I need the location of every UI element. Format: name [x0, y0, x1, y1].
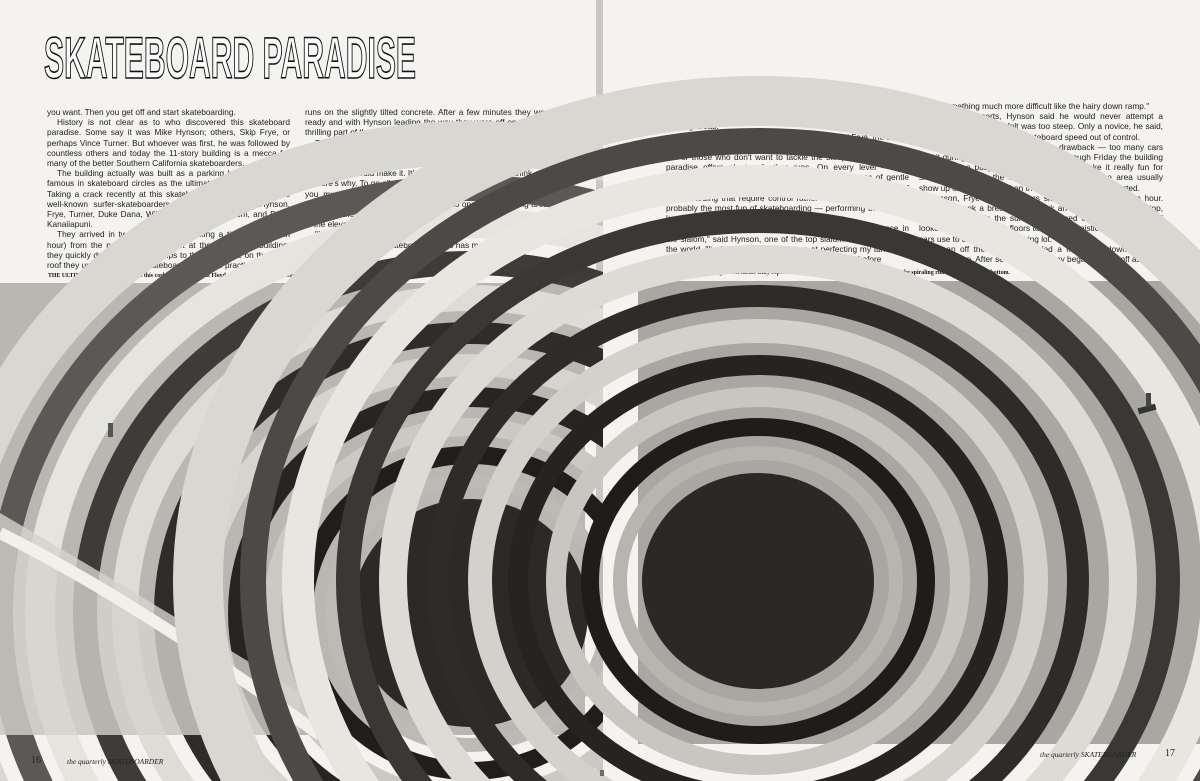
binding-mark	[600, 770, 604, 776]
svg-text:SKATEBOARD PARADISE: SKATEBOARD PARADISE	[44, 26, 416, 91]
paragraph: Here's why. To go all the way to the bottom around the 11 curves you must stay very close to the inside wall. If you don't, the centrifugal force spins you out and off into one of the parking areas on one of the floors. If that happens, you just skateboard away, get in the elevator, go back up to the top, and start again.	[305, 178, 552, 230]
paragraph: Like most experts, Hynson said he would never attempt a downhill course that he felt was too steep. Only a novice, he said, takes a chance and lets his skateboard speed out of control.	[919, 111, 1163, 142]
photo-caption-left: THE ULTIMATE in skateboarding is this corkscrew course that Floyd Smith (left) and Corky Smith (right) hope to ride 11 stories down. Floyd and	[48, 273, 420, 279]
spiral-ramp-photo-right	[638, 281, 1200, 744]
paragraph: The skateboard paradise has one drawback — too many cars use it during the week. From Monday through Friday the building is usually too busy with parking traffic to make it really fun for skateboarders. So the surfer-skateboarders in the area usually show up on weekends when the building is almost deserted.	[919, 141, 1163, 193]
paragraph: History is not clear as to who discovered this skateboard paradise. Some say it was Mike Hynson; others, Skip Frye, or perhaps Vince Turner. But whoever was first, he was followed by countless others and today the 11-story building is a mecca for many of the better Southern California skateboarders.	[47, 117, 290, 169]
paragraph: "It's really difficult to go all the way to the bottom," said Hynson, one of the few surfer-skateboarders who has made it.	[305, 229, 552, 250]
right-page	[603, 0, 1200, 781]
paragraph: you want. Then you get off and start skateboarding.	[47, 107, 236, 117]
article-title	[44, 26, 424, 91]
paragraph: To cap off the day, Hynson led a mass run down the tight spiraling ramp. After several floors, they began to drop off as	[919, 243, 1163, 265]
paragraph: "Skateboarding here has really improved my performance in the slalom," said Hynson, one of the top slalom skateboarders in the world. "It gives me a good chance at perfecting my turns and moves at a moderate speed under complete control before	[666, 223, 909, 265]
page-number-right: 17	[1165, 748, 1175, 759]
paragraph: For those who don't want to tackle the steep down ramp, the paradise offers plenty of other runs. On every level — and remember, there are 11 floors — are acres and acres of gentle slopes. Most of them are just right to practice the difficult tricks of skateboarding that require control rather than speed, and this is probably the most fun of skateboarding — performing tricks while keeping the skateboard under control at all times.	[666, 152, 909, 224]
paragraph: They arrived in two cars and after taking a ticket (at 25c an hour) from the parking lot attendant at the foot of the building, they quickly drove up the 11 ramps to the top. There on the sunlit roof they unlimbered their skateboards for a few practice	[47, 229, 290, 271]
paragraph: The building actually was built as a parking lot, but it's more famous in skateboard circles as the ultimate in sidewalk surfing. Taking a crack recently at this skateboard heaven were several well-known surfer-skateboarders. The group included Hynson, Frye, Turner, Duke Dana, Willie Phillips, Bob Brabom, and Barry Kanaiiapuni.	[47, 168, 290, 230]
magazine-name-right: the quarterly SKATEBOARDER	[1040, 750, 1137, 759]
paragraph: Hynson said the big problem is to keep turning your skateboard so tightly that you are not forced to the outside and into one of the parking areas.	[666, 101, 909, 132]
paragraph: Hynson, Frye and the others skateboarded for over an hour. Then they took a breather and took an elevator back to the top, lounging around in the sun. They peered over the parapet and looked straight down 11 floors to the modernistic on-ramp that the cars use to drive into the parking lot.	[919, 192, 1163, 244]
page-number-left: 16	[31, 755, 41, 766]
paragraph: runs on the slightly tilted concrete. After a few minutes they were ready and with Hynson leading the way they were off on the most thrilling part of the building's downhill run.	[305, 107, 552, 138]
paragraph: trying something much more difficult like the hairy down ramp."	[919, 101, 1150, 111]
paragraph: "It's one of the wildest rides I've ever had," said Frye, the blond, curly-haired champion surfer from Pacific Beach.	[666, 131, 909, 152]
photo-caption-right: Corky had better be good on turns. Only expert slalom champs like Mike Hynson have made the spiraling run all the way to the bottom.	[667, 270, 1011, 276]
paragraph: This is a steep, curving down-ramp for cars that spirals 11 floors to the street. The game among these crack surfer-skate-boarders was to see who could make it all the way to the bottom. Not how fast, but who could make it. It's not as easy as you might think.	[305, 137, 552, 179]
magazine-name-left: the quarterly SKATEBOARDER	[67, 757, 164, 766]
